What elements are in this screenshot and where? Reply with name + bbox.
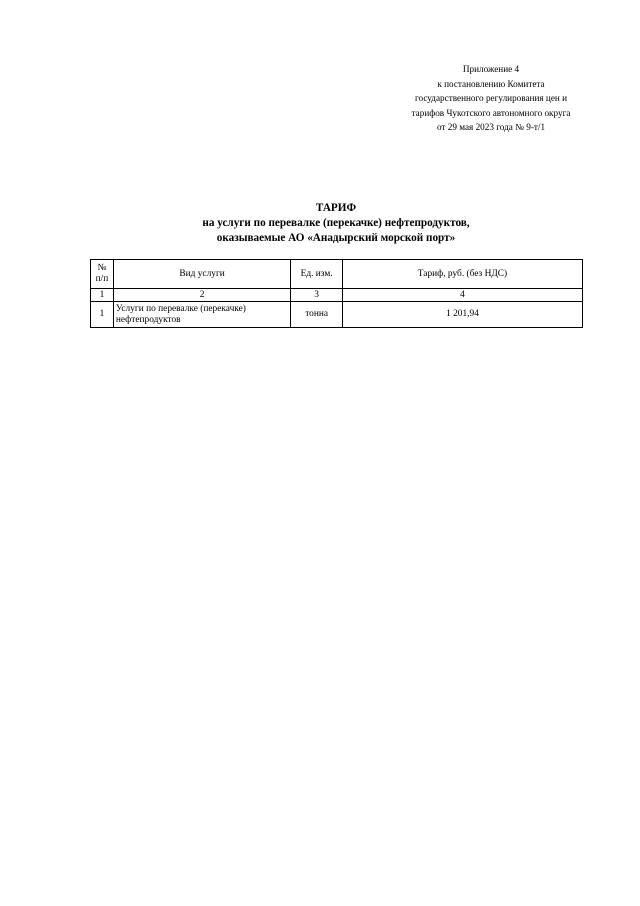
title-heading: ТАРИФ <box>315 202 357 214</box>
row-unit: тонна <box>291 302 343 328</box>
header-unit: Ед. изм. <box>291 260 343 289</box>
column-number: 4 <box>342 289 582 302</box>
row-service-line: Услуги по перевалке (перекачке) <box>115 303 246 314</box>
appendix-line: Приложение 4 <box>462 64 520 74</box>
column-number-row <box>91 289 583 302</box>
appendix-line: от 29 мая 2023 года № 9-т/1 <box>436 122 546 132</box>
row-number: 1 <box>91 302 114 328</box>
header-service: Вид услуги <box>113 260 290 289</box>
appendix-reference <box>386 62 596 135</box>
header-number <box>91 260 114 289</box>
header-tariff: Тариф, руб. (без НДС) <box>342 260 582 289</box>
title-organization: оказываемые АО «Анадырский морской порт» <box>216 232 456 244</box>
appendix-line: к постановлению Комитета <box>437 78 545 89</box>
header-number-symbol: № <box>97 263 107 273</box>
row-tariff: 1 201,94 <box>342 302 582 328</box>
table-header-row <box>91 260 583 289</box>
title-subheading: на услуги по перевалке (перекачке) нефтепродуктов, <box>202 217 470 229</box>
row-service-line: нефтепродуктов <box>115 314 181 325</box>
document-title <box>90 201 582 246</box>
table-row <box>91 302 583 328</box>
header-number-abbr: п/п <box>95 274 109 284</box>
column-number: 2 <box>113 289 290 302</box>
column-number: 1 <box>91 289 114 302</box>
tariff-table <box>90 259 583 328</box>
row-service <box>113 302 290 328</box>
column-number: 3 <box>291 289 343 302</box>
appendix-line: тарифов Чукотского автономного округа <box>411 107 571 118</box>
appendix-line: государственного регулирования цен и <box>414 93 568 103</box>
